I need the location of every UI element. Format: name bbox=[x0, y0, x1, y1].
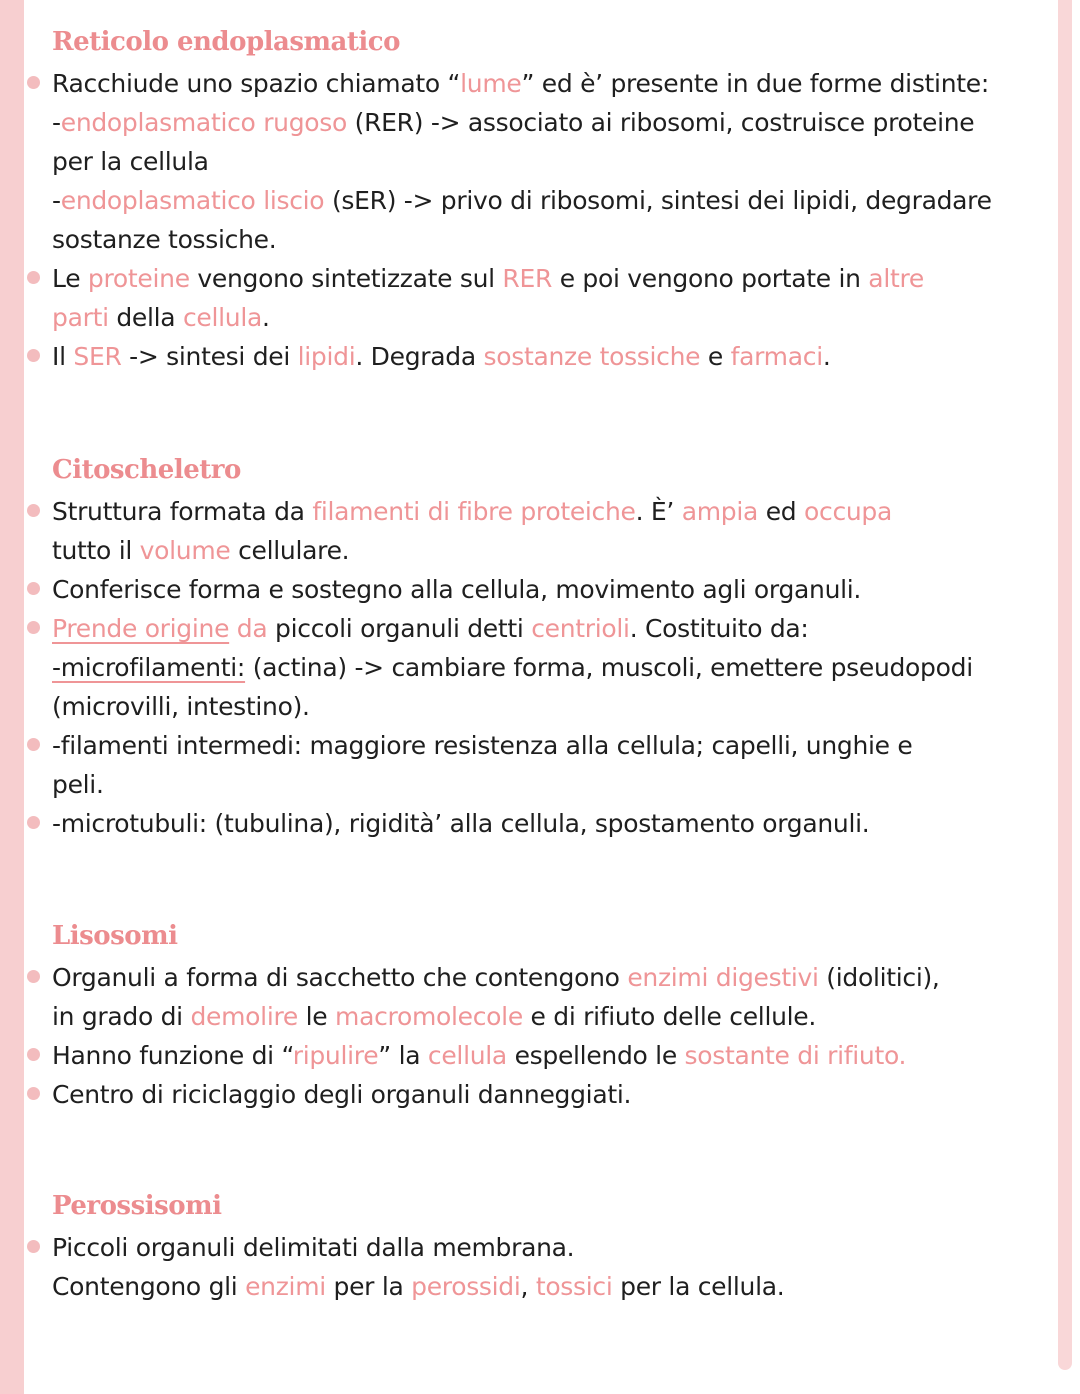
note-text: . Costituito da: bbox=[629, 614, 809, 643]
note-line bbox=[52, 765, 1072, 804]
highlight-text: filamenti di fibre proteiche bbox=[312, 497, 636, 526]
highlight-text: cellula bbox=[427, 1041, 507, 1070]
note-text: , bbox=[520, 1272, 536, 1301]
note-line bbox=[52, 1036, 1072, 1075]
section-perossisomi bbox=[52, 1186, 1072, 1306]
section-citoscheletro bbox=[52, 450, 1072, 843]
section-title: Perossisomi bbox=[52, 1191, 222, 1221]
note-text: Hanno funzione di “ bbox=[52, 1041, 293, 1070]
note-line bbox=[52, 804, 1072, 843]
highlight-text: endoplasmatico liscio bbox=[60, 186, 325, 215]
highlight-text: proteine bbox=[87, 264, 190, 293]
note-text: Centro di riciclaggio degli organuli danneggiati. bbox=[52, 1080, 632, 1109]
note-text: Struttura formata da bbox=[52, 497, 313, 526]
note-line bbox=[52, 1267, 1072, 1306]
note-text: della bbox=[108, 303, 183, 332]
note-text: per la cellula bbox=[52, 147, 209, 176]
highlight-text: enzimi bbox=[245, 1272, 326, 1301]
section-reticolo bbox=[52, 22, 1072, 376]
highlight-text: farmaci bbox=[730, 342, 823, 371]
bullet-dot-icon bbox=[27, 970, 40, 983]
note-text: ed bbox=[758, 497, 804, 526]
bullet-dot-icon bbox=[27, 621, 40, 634]
note-text: Organuli a forma di sacchetto che contengono bbox=[52, 963, 628, 992]
section-title: Reticolo endoplasmatico bbox=[52, 27, 400, 57]
note-text: per la cellula. bbox=[612, 1272, 785, 1301]
bullet-dot-icon bbox=[27, 271, 40, 284]
note-line bbox=[52, 142, 1072, 181]
section-lines bbox=[52, 492, 1072, 843]
note-text: le bbox=[297, 1002, 336, 1031]
note-line bbox=[52, 298, 1072, 337]
note-text: cellulare. bbox=[230, 536, 350, 565]
bullet-dot-icon bbox=[27, 582, 40, 595]
note-line bbox=[52, 1228, 1072, 1267]
note-text: in grado di bbox=[52, 1002, 191, 1031]
note-text: -microfilamenti: bbox=[52, 653, 246, 682]
note-text: piccoli organuli detti bbox=[267, 614, 532, 643]
bullet-dot-icon bbox=[27, 76, 40, 89]
highlight-text: sostante di rifiuto. bbox=[684, 1041, 907, 1070]
note-text: Conferisce forma e sostegno alla cellula, movimento agli organuli. bbox=[52, 575, 862, 604]
highlight-text: parti bbox=[52, 303, 109, 332]
note-line bbox=[52, 609, 1072, 648]
note-text: -filamenti intermedi: maggiore resistenza alla cellula; capelli, unghie e bbox=[52, 731, 913, 760]
bullet-dot-icon bbox=[27, 738, 40, 751]
note-text: vengono sintetizzate sul bbox=[189, 264, 503, 293]
note-text: e di rifiuto delle cellule. bbox=[522, 1002, 817, 1031]
highlight-text: ripulire bbox=[292, 1041, 379, 1070]
highlight-text: RER bbox=[502, 264, 553, 293]
note-text: ” ed è’ presente in due forme distinte: bbox=[521, 69, 989, 98]
note-text: (microvilli, intestino). bbox=[52, 692, 310, 721]
note-line bbox=[52, 687, 1072, 726]
note-line bbox=[52, 1075, 1072, 1114]
note-text: sostanze tossiche. bbox=[52, 225, 277, 254]
note-text: - bbox=[52, 108, 61, 137]
highlight-text: occupa bbox=[804, 497, 893, 526]
section-title: Citoscheletro bbox=[52, 455, 241, 485]
note-line bbox=[52, 997, 1072, 1036]
bullet-dot-icon bbox=[27, 504, 40, 517]
section-lines bbox=[52, 958, 1072, 1114]
highlight-text: ampia bbox=[681, 497, 759, 526]
highlight-text: tossici bbox=[535, 1272, 613, 1301]
note-line bbox=[52, 220, 1072, 259]
highlight-text: altre bbox=[868, 264, 924, 293]
highlight-text: sostanze tossiche bbox=[483, 342, 701, 371]
bullet-dot-icon bbox=[27, 349, 40, 362]
note-line bbox=[52, 492, 1072, 531]
note-line bbox=[52, 570, 1072, 609]
note-line bbox=[52, 64, 1072, 103]
bullet-dot-icon bbox=[27, 1087, 40, 1100]
note-text: e bbox=[700, 342, 731, 371]
highlight-text: Prende origine bbox=[52, 614, 230, 643]
note-text: tutto il bbox=[52, 536, 140, 565]
bullet-dot-icon bbox=[27, 1240, 40, 1253]
note-text: Le bbox=[52, 264, 88, 293]
highlight-text: cellula bbox=[182, 303, 263, 332]
section-lines bbox=[52, 1228, 1072, 1306]
bullet-dot-icon bbox=[27, 816, 40, 829]
note-text: Piccoli organuli delimitati dalla membrana. bbox=[52, 1233, 575, 1262]
note-text: . bbox=[262, 303, 270, 332]
note-text: Il bbox=[52, 342, 74, 371]
note-text: (idolitici), bbox=[818, 963, 940, 992]
note-text: . È’ bbox=[635, 497, 682, 526]
note-text: peli. bbox=[52, 770, 104, 799]
note-text: . Degrada bbox=[355, 342, 484, 371]
note-text: Contengono gli bbox=[52, 1272, 246, 1301]
note-line bbox=[52, 648, 1072, 687]
highlight-text: da bbox=[229, 614, 268, 643]
note-line bbox=[52, 181, 1072, 220]
note-line bbox=[52, 958, 1072, 997]
bullet-dot-icon bbox=[27, 1048, 40, 1061]
note-text: espellendo le bbox=[506, 1041, 685, 1070]
note-text: . bbox=[822, 342, 831, 371]
left-margin-bar bbox=[0, 0, 24, 1394]
section-lines bbox=[52, 64, 1072, 376]
highlight-text: enzimi digestivi bbox=[627, 963, 819, 992]
highlight-text: lipidi bbox=[297, 342, 356, 371]
note-text: - bbox=[52, 186, 61, 215]
note-text: -> sintesi dei bbox=[121, 342, 298, 371]
note-line bbox=[52, 531, 1072, 570]
highlight-text: demolire bbox=[190, 1002, 298, 1031]
section-lisosomi bbox=[52, 916, 1072, 1114]
highlight-text: macromolecole bbox=[335, 1002, 523, 1031]
note-text: ” la bbox=[378, 1041, 428, 1070]
note-text: -microtubuli: (tubulina), rigidità’ alla cellula, spostamento organuli. bbox=[52, 809, 870, 838]
note-line bbox=[52, 103, 1072, 142]
highlight-text: endoplasmatico rugoso bbox=[60, 108, 348, 137]
highlight-text: centrioli bbox=[531, 614, 630, 643]
note-text: (actina) -> cambiare forma, muscoli, emettere pseudopodi bbox=[245, 653, 973, 682]
note-text: (RER) -> associato ai ribosomi, costruisce proteine bbox=[347, 108, 975, 137]
note-text: (sER) -> privo di ribosomi, sintesi dei lipidi, degradare bbox=[324, 186, 992, 215]
note-line bbox=[52, 337, 1072, 376]
note-text: Racchiude uno spazio chiamato “ bbox=[52, 69, 461, 98]
note-text: per la bbox=[325, 1272, 412, 1301]
note-line bbox=[52, 259, 1072, 298]
highlight-text: SER bbox=[73, 342, 122, 371]
section-title: Lisosomi bbox=[52, 921, 178, 951]
highlight-text: volume bbox=[139, 536, 231, 565]
highlight-text: perossidi bbox=[411, 1272, 521, 1301]
highlight-text: lume bbox=[460, 69, 522, 98]
note-line bbox=[52, 726, 1072, 765]
note-text: e poi vengono portate in bbox=[552, 264, 869, 293]
